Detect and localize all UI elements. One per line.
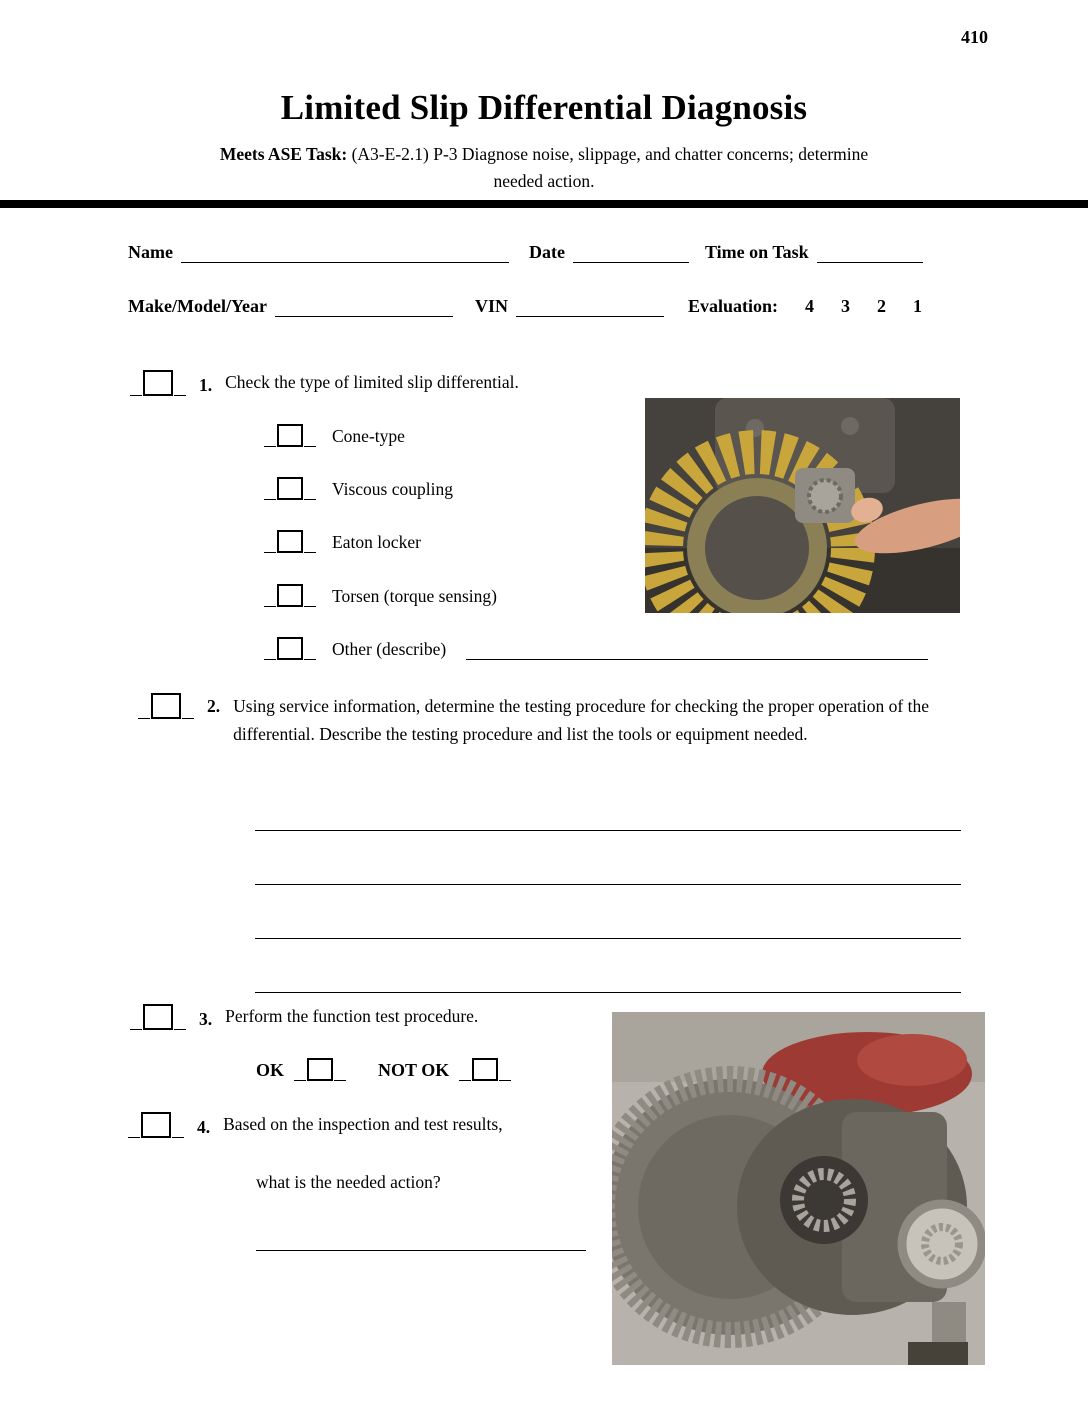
task-2-answer-line-3[interactable] (255, 938, 961, 939)
ok-checkbox[interactable] (294, 1058, 346, 1081)
option-other-checkbox[interactable] (264, 637, 316, 660)
differential-ring-gear-photo (645, 398, 960, 613)
name-input-line[interactable] (181, 246, 509, 264)
task-4-text-line1: Based on the inspection and test results, (223, 1114, 503, 1134)
task-2-checkbox[interactable] (138, 693, 194, 719)
evaluation-label: Evaluation: (687, 296, 779, 316)
task-4-checkbox[interactable] (128, 1112, 184, 1138)
task-1-number: 1. (199, 375, 213, 395)
option-other-describe-line[interactable] (466, 643, 928, 661)
not-ok-checkbox[interactable] (459, 1058, 511, 1081)
task-3-text: Perform the function test procedure. (225, 1006, 479, 1026)
option-eaton-locker-checkbox[interactable] (264, 530, 316, 553)
evaluation-value-1[interactable]: 1 (913, 296, 923, 316)
time-on-task-label: Time on Task (704, 242, 809, 262)
make-model-year-input-line[interactable] (275, 300, 453, 318)
task-1-text: Check the type of limited slip differential. (225, 372, 519, 392)
task-4-row (128, 1110, 503, 1138)
task-1-row (130, 368, 519, 396)
evaluation-value-2[interactable]: 2 (877, 296, 887, 316)
evaluation-value-4[interactable]: 4 (805, 296, 815, 316)
evaluation-value-3[interactable]: 3 (841, 296, 851, 316)
task-2-number: 2. (207, 696, 221, 716)
make-model-year-label: Make/Model/Year (128, 296, 267, 316)
task-4-answer-line[interactable] (256, 1250, 586, 1251)
task-1-checkbox[interactable] (130, 370, 186, 396)
divider-bar (0, 200, 1088, 208)
differential-assembly-photo (612, 1012, 985, 1365)
option-viscous-coupling-checkbox[interactable] (264, 477, 316, 500)
option-other-label: Other (describe) (332, 639, 447, 659)
task-3-checkbox[interactable] (130, 1004, 186, 1030)
date-label: Date (528, 242, 565, 262)
option-torsen-label: Torsen (torque sensing) (332, 586, 497, 606)
option-cone-type-checkbox[interactable] (264, 424, 316, 447)
option-torsen-checkbox[interactable] (264, 584, 316, 607)
vin-input-line[interactable] (516, 300, 664, 318)
ok-label: OK (256, 1060, 285, 1080)
ase-task-text-line1: (A3-E-2.1) P-3 Diagnose noise, slippage, and chatter concerns; determine (351, 144, 869, 164)
option-row-viscous-coupling (264, 477, 453, 500)
task-4-number: 4. (197, 1117, 211, 1137)
page-number: 410 (961, 27, 988, 47)
name-label: Name (128, 242, 173, 262)
task-2-answer-line-4[interactable] (255, 992, 961, 993)
function-test-result-row (256, 1058, 511, 1081)
task-2-answer-line-1[interactable] (255, 830, 961, 831)
option-row-torsen (264, 584, 497, 607)
task-4-text-line2: what is the needed action? (256, 1172, 441, 1192)
header-field-row-1 (128, 242, 923, 263)
task-3-number: 3. (199, 1009, 213, 1029)
option-row-cone-type (264, 424, 405, 447)
ase-task-text-line2: needed action. (493, 171, 595, 191)
ase-task-block (0, 141, 1088, 195)
vin-label: VIN (474, 296, 508, 316)
not-ok-label: NOT OK (378, 1060, 450, 1080)
page-title: Limited Slip Differential Diagnosis (280, 88, 808, 127)
task-2-text: Using service information, determine the testing procedure for checking the proper operation of the differential. Describe the testing procedure and list the tools or equipment needed. (233, 696, 929, 744)
header-field-row-2 (128, 296, 922, 317)
date-input-line[interactable] (573, 246, 689, 264)
ase-task-label: Meets ASE Task: (219, 144, 348, 164)
option-cone-type-label: Cone-type (332, 426, 405, 446)
option-row-other (264, 637, 928, 660)
option-eaton-locker-label: Eaton locker (332, 532, 421, 552)
task-2-row (138, 692, 945, 748)
task-2-answer-line-2[interactable] (255, 884, 961, 885)
task-3-row (130, 1002, 478, 1030)
option-viscous-coupling-label: Viscous coupling (332, 479, 453, 499)
time-on-task-input-line[interactable] (817, 246, 923, 264)
option-row-eaton-locker (264, 530, 421, 553)
